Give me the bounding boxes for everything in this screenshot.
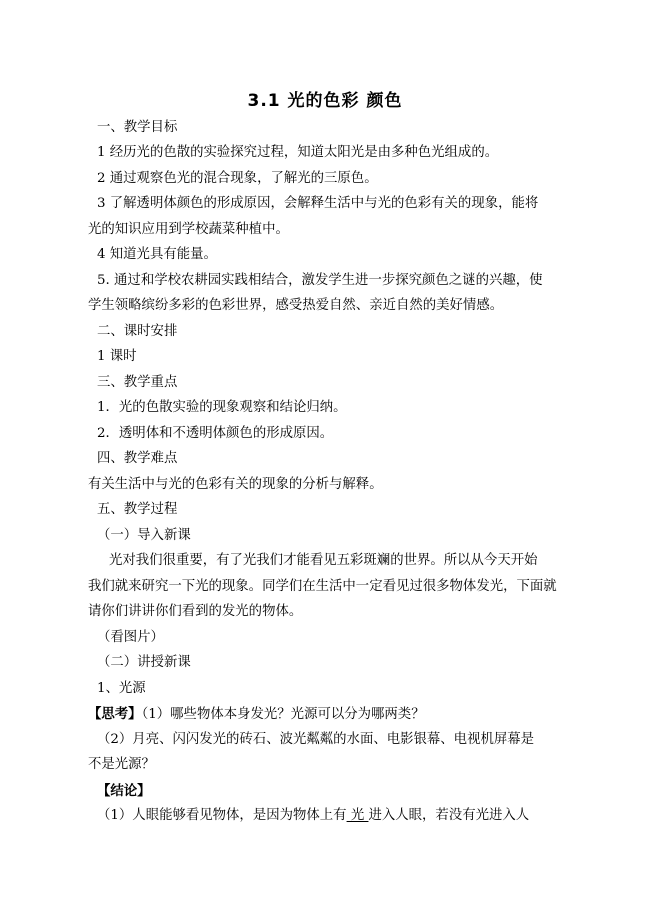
think-question-2: （2）月亮、闪闪发光的砖石、波光粼粼的水面、电影银幕、电视机屏幕是: [97, 732, 535, 747]
page-title: 3.1 光的色彩 颜色: [247, 91, 403, 111]
objective-item-3: 3 了解透明体颜色的形成原因，会解释生活中与光的色彩有关的现象，能将: [97, 196, 539, 211]
conclusion-blank-answer: 光: [346, 808, 369, 823]
see-picture-note: （看图片）: [97, 630, 164, 645]
subsection-intro: （一）导入新课: [97, 528, 191, 543]
section-heading-schedule: 二、课时安排: [97, 324, 178, 339]
schedule-item: 1 课时: [97, 349, 137, 364]
objective-item-1: 1 经历光的色散的实验探究过程，知道太阳光是由多种色光组成的。: [97, 145, 499, 160]
objective-item-5: 5. 通过和学校农耕园实践相结合，激发学生进一步探究颜色之谜的兴趣，使: [97, 273, 543, 288]
topic-light-source: 1、光源: [97, 681, 146, 696]
intro-paragraph-line-1: 光对我们很重要，有了光我们才能看见五彩斑斓的世界。所以从今天开始: [109, 553, 538, 568]
objective-item-3-cont: 光的知识应用到学校蔬菜种植中。: [88, 222, 289, 237]
section-heading-objectives: 一、教学目标: [97, 120, 178, 135]
section-heading-key-points: 三、教学重点: [97, 375, 178, 390]
conclusion-text-post: 进入人眼，若没有光进入人: [368, 808, 530, 823]
key-point-2: 2．透明体和不透明体颜色的形成原因。: [97, 426, 334, 441]
conclusion-line-1: [97, 806, 555, 826]
objective-item-5-cont: 学生领略缤纷多彩的色彩世界，感受热爱自然、亲近自然的美好情感。: [88, 298, 504, 313]
intro-paragraph-line-2: 我们就来研究一下光的现象。同学们在生活中一定看见过很多物体发光，下面就: [88, 579, 557, 594]
difficulty-item: 有关生活中与光的色彩有关的现象的分析与解释。: [88, 477, 383, 492]
subsection-new-lesson: （二）讲授新课: [97, 655, 191, 670]
key-point-1: 1．光的色散实验的现象观察和结论归纳。: [97, 400, 347, 415]
section-heading-process: 五、教学过程: [97, 502, 178, 517]
objective-item-2: 2 通过观察色光的混合现象，了解光的三原色。: [97, 171, 378, 186]
conclusion-text-pre: （1）人眼能够看见物体，是因为物体上有: [97, 808, 347, 823]
section-heading-difficulties: 四、教学难点: [97, 451, 178, 466]
think-question-2-cont: 不是光源？: [88, 757, 155, 772]
intro-paragraph-line-3: 请你们讲讲你们看到的发光的物体。: [88, 604, 303, 619]
conclusion-label: 【结论】: [97, 783, 151, 799]
think-question-1: （1）哪些物体本身发光？光源可以分为哪两类？: [141, 707, 425, 722]
think-label: 【思考】: [88, 706, 142, 722]
think-block: [88, 704, 546, 725]
objective-item-4: 4 知道光具有能量。: [97, 247, 217, 262]
